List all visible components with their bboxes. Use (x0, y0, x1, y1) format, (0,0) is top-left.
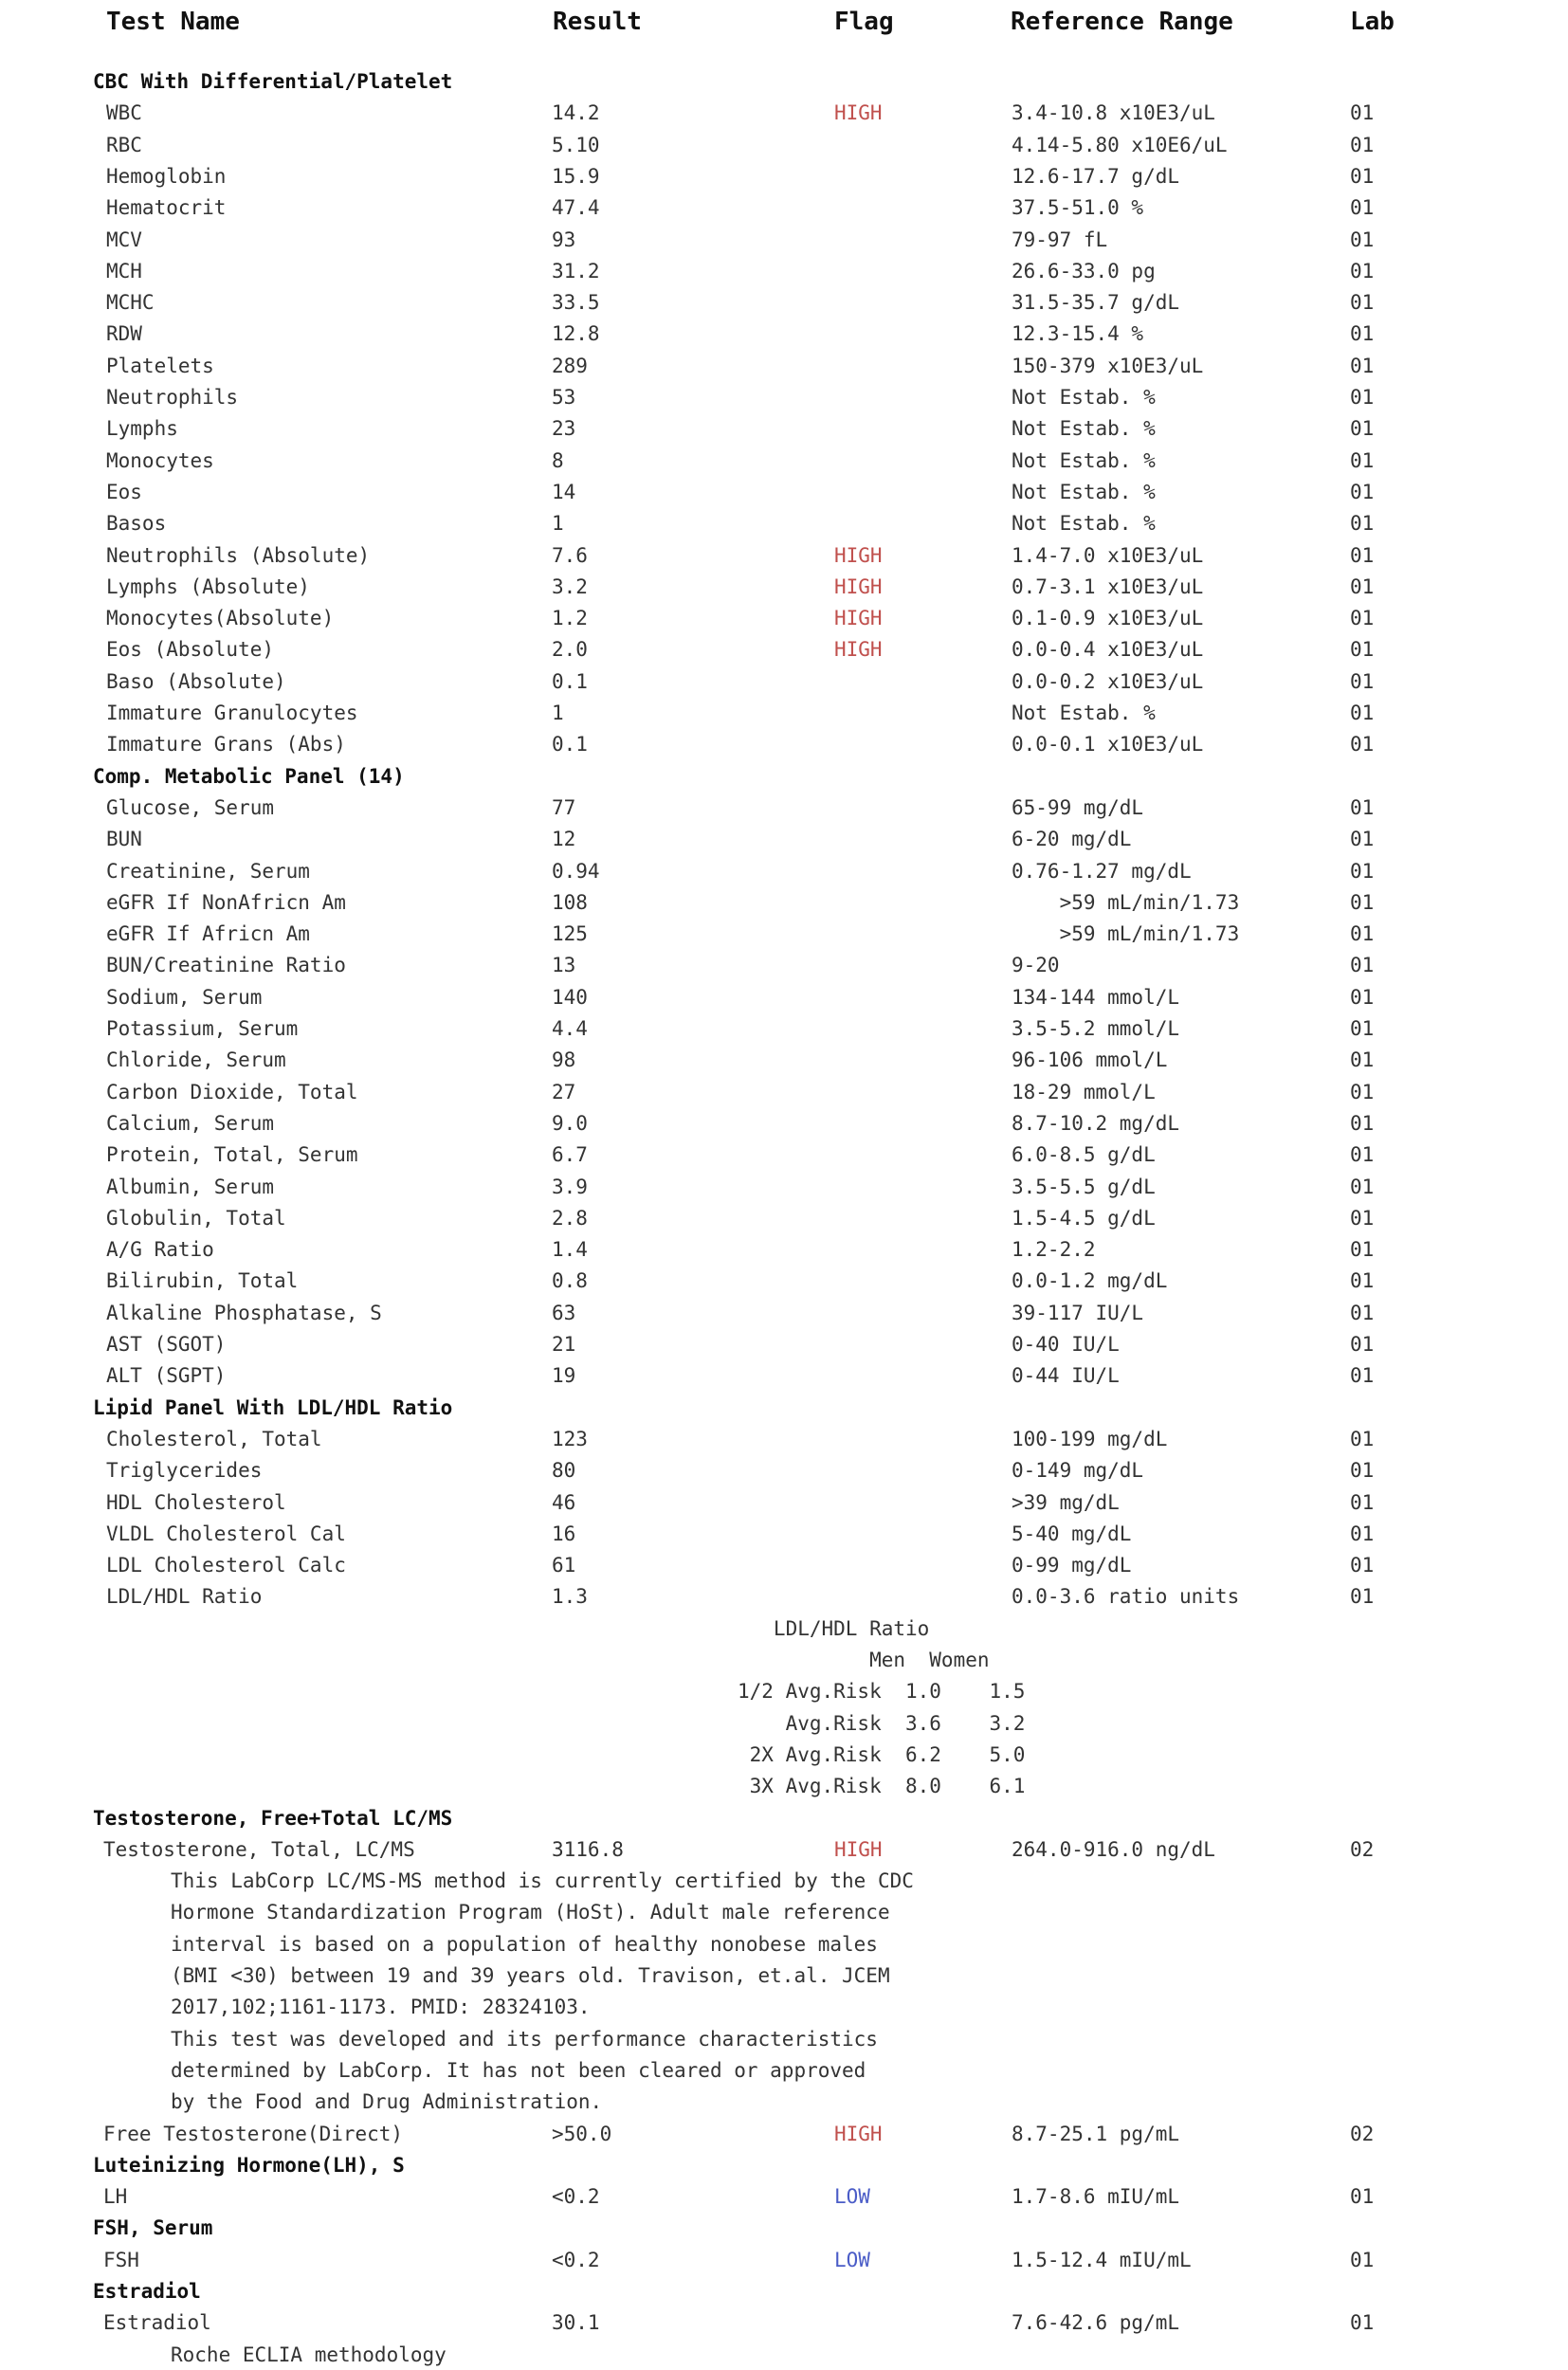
lab-code: 01 (1350, 859, 1375, 883)
reference-range: 0-44 IU/L (1012, 1364, 1120, 1388)
lab-code: 01 (1350, 1427, 1375, 1450)
test-name: Lymphs (Absolute) (106, 574, 310, 598)
test-result: 289 (552, 354, 588, 377)
lab-code: 01 (1350, 1080, 1375, 1103)
lab-code: 01 (1350, 512, 1375, 536)
test-result: 5.10 (552, 133, 600, 156)
reference-range: >59 mL/min/1.73 (1012, 890, 1240, 914)
test-result: 9.0 (552, 1111, 588, 1135)
lab-code: 01 (1350, 1238, 1375, 1262)
test-result: 1 (552, 512, 564, 536)
result-comment: 2017,102;1161-1173. PMID: 28324103. (171, 1996, 591, 2019)
reference-range: 0.76-1.27 mg/dL (1012, 859, 1192, 883)
reference-range: 0.0-3.6 ratio units (1012, 1585, 1240, 1609)
test-result: 7.6 (552, 543, 588, 567)
test-result: 140 (552, 985, 588, 1009)
test-result: 14 (552, 480, 576, 503)
lab-code: 01 (1350, 795, 1375, 819)
test-name: Immature Granulocytes (106, 702, 358, 724)
reference-range: 0.7-3.1 x10E3/uL (1012, 574, 1204, 598)
test-result: 19 (552, 1364, 576, 1388)
lab-code: 01 (1350, 291, 1375, 315)
lab-code: 01 (1350, 1143, 1375, 1167)
test-name: AST (SGOT) (106, 1333, 227, 1356)
test-name: Neutrophils (106, 386, 239, 409)
test-result: >50.0 (552, 2122, 612, 2145)
reference-range: 3.5-5.2 mmol/L (1012, 1017, 1180, 1040)
section-heading: Testosterone, Free+Total LC/MS (93, 1806, 453, 1830)
test-result: 53 (552, 386, 576, 409)
lab-code: 01 (1350, 101, 1375, 125)
reference-range: 39-117 IU/L (1012, 1301, 1144, 1324)
test-name: Basos (106, 512, 167, 536)
lab-code: 01 (1350, 448, 1375, 472)
result-comment: interval is based on a population of healthy nonobese males (171, 1932, 878, 1956)
reference-range: 264.0-916.0 ng/dL (1012, 1837, 1215, 1861)
test-name: eGFR If NonAfricn Am (106, 890, 346, 914)
test-name: A/G Ratio (106, 1238, 214, 1262)
test-result: 108 (552, 890, 588, 914)
test-result: 6.7 (552, 1143, 588, 1167)
lab-code: 01 (1350, 133, 1375, 156)
test-result: 1.3 (552, 1585, 588, 1609)
reference-range: 6-20 mg/dL (1012, 828, 1132, 851)
test-result: 31.2 (552, 259, 600, 283)
reference-range: 79-97 fL (1012, 228, 1108, 251)
test-result: 16 (552, 1522, 576, 1545)
reference-range: 18-29 mmol/L (1012, 1080, 1156, 1103)
test-result: 30.1 (552, 2311, 600, 2335)
result-flag: HIGH (834, 607, 883, 630)
reference-range: 3.4-10.8 x10E3/uL (1012, 101, 1215, 125)
lab-code: 01 (1350, 574, 1375, 598)
result-flag: LOW (834, 2248, 870, 2271)
lab-code: 01 (1350, 890, 1375, 914)
test-result: 3116.8 (552, 1837, 624, 1861)
test-result: 12.8 (552, 322, 600, 346)
test-name: eGFR If Africn Am (106, 922, 310, 946)
test-name: VLDL Cholesterol Cal (106, 1522, 346, 1545)
test-name: Platelets (106, 354, 214, 377)
test-name: Monocytes (106, 448, 214, 472)
test-name: RDW (106, 322, 142, 346)
test-result: 0.94 (552, 859, 600, 883)
lab-code: 01 (1350, 1333, 1375, 1356)
lab-code: 01 (1350, 669, 1375, 693)
test-name: Monocytes(Absolute) (106, 607, 335, 630)
reference-range: 1.2-2.2 (1012, 1238, 1096, 1262)
ratio-table-line: Avg.Risk 3.6 3.2 (738, 1711, 1026, 1735)
test-result: <0.2 (552, 2248, 600, 2271)
test-result: 3.2 (552, 574, 588, 598)
reference-range: Not Estab. % (1012, 480, 1156, 503)
reference-range: 65-99 mg/dL (1012, 795, 1144, 819)
lab-code: 01 (1350, 1111, 1375, 1135)
lab-code: 01 (1350, 922, 1375, 946)
test-name: Chloride, Serum (106, 1048, 286, 1072)
test-name: FSH (103, 2248, 139, 2271)
reference-range: 150-379 x10E3/uL (1012, 354, 1204, 377)
test-result: 77 (552, 795, 576, 819)
test-name: Sodium, Serum (106, 985, 263, 1009)
test-result: 4.4 (552, 1017, 588, 1040)
test-result: 2.0 (552, 638, 588, 662)
test-name: Potassium, Serum (106, 1017, 299, 1040)
lab-code: 01 (1350, 1269, 1375, 1293)
test-name: LDL/HDL Ratio (106, 1585, 263, 1609)
test-result: 1 (552, 702, 564, 724)
test-name: Calcium, Serum (106, 1111, 275, 1135)
test-result: 47.4 (552, 196, 600, 220)
test-result: 1.2 (552, 607, 588, 630)
lab-code: 01 (1350, 1017, 1375, 1040)
test-name: MCV (106, 228, 142, 251)
lab-code: 01 (1350, 480, 1375, 503)
result-comment: Hormone Standardization Program (HoSt). Adult male reference (171, 1901, 890, 1924)
lab-code: 01 (1350, 1301, 1375, 1324)
test-name: RBC (106, 133, 142, 156)
lab-code: 01 (1350, 638, 1375, 662)
reference-range: 8.7-25.1 pg/mL (1012, 2122, 1180, 2145)
test-name: Testosterone, Total, LC/MS (103, 1837, 415, 1861)
test-result: 23 (552, 417, 576, 441)
reference-range: 1.7-8.6 mIU/mL (1012, 2185, 1180, 2209)
result-flag: HIGH (834, 543, 883, 567)
lab-code: 01 (1350, 2185, 1375, 2209)
test-name: LH (103, 2185, 128, 2209)
reference-range: 1.5-12.4 mIU/mL (1012, 2248, 1192, 2271)
reference-range: 0-40 IU/L (1012, 1333, 1120, 1356)
test-result: 15.9 (552, 164, 600, 188)
result-comment: This test was developed and its performance characteristics (171, 2027, 878, 2051)
lab-code: 01 (1350, 228, 1375, 251)
reference-range: 100-199 mg/dL (1012, 1427, 1168, 1450)
lab-code: 01 (1350, 322, 1375, 346)
section-heading: Comp. Metabolic Panel (14) (93, 764, 405, 788)
test-result: 46 (552, 1490, 576, 1514)
lab-code: 01 (1350, 1459, 1375, 1483)
lab-code: 01 (1350, 702, 1375, 724)
lab-code: 02 (1350, 1837, 1375, 1861)
test-name: Globulin, Total (106, 1206, 286, 1230)
reference-range: Not Estab. % (1012, 512, 1156, 536)
reference-range: 37.5-51.0 % (1012, 196, 1144, 220)
test-name: Neutrophils (Absolute) (106, 543, 371, 567)
test-name: Carbon Dioxide, Total (106, 1080, 358, 1103)
reference-range: 0-149 mg/dL (1012, 1459, 1144, 1483)
test-name: Estradiol (103, 2311, 211, 2335)
lab-code: 01 (1350, 1206, 1375, 1230)
test-result: 80 (552, 1459, 576, 1483)
lab-code: 01 (1350, 196, 1375, 220)
reference-range: 0.0-0.4 x10E3/uL (1012, 638, 1204, 662)
lab-code: 01 (1350, 417, 1375, 441)
reference-range: Not Estab. % (1012, 702, 1156, 724)
result-comment: Roche ECLIA methodology (171, 2343, 447, 2366)
result-comment: determined by LabCorp. It has not been cleared or approved (171, 2058, 866, 2082)
test-name: Glucose, Serum (106, 795, 275, 819)
result-comment: by the Food and Drug Administration. (171, 2090, 603, 2114)
result-flag: LOW (834, 2185, 870, 2209)
reference-range: 0.0-1.2 mg/dL (1012, 1269, 1168, 1293)
reference-range: Not Estab. % (1012, 386, 1156, 409)
header-result: Result (553, 8, 642, 36)
ratio-table-line: 1/2 Avg.Risk 1.0 1.5 (738, 1680, 1026, 1704)
test-name: Alkaline Phosphatase, S (106, 1301, 382, 1324)
test-name: Protein, Total, Serum (106, 1143, 358, 1167)
lab-code: 01 (1350, 828, 1375, 851)
test-name: Lymphs (106, 417, 178, 441)
test-result: 0.1 (552, 733, 588, 757)
test-name: ALT (SGPT) (106, 1364, 227, 1388)
test-result: 93 (552, 228, 576, 251)
header-flag: Flag (834, 8, 894, 36)
lab-code: 01 (1350, 1585, 1375, 1609)
ratio-table-line: 3X Avg.Risk 8.0 6.1 (738, 1775, 1026, 1798)
header-reference-range: Reference Range (1011, 8, 1233, 36)
test-name: MCH (106, 259, 142, 283)
reference-range: 0-99 mg/dL (1012, 1554, 1132, 1577)
ratio-table-line: LDL/HDL Ratio (738, 1616, 930, 1640)
lab-code: 01 (1350, 386, 1375, 409)
test-name: MCHC (106, 291, 155, 315)
lab-code: 01 (1350, 1048, 1375, 1072)
reference-range: >59 mL/min/1.73 (1012, 922, 1240, 946)
reference-range: 12.6-17.7 g/dL (1012, 164, 1180, 188)
lab-code: 01 (1350, 354, 1375, 377)
test-name: Eos (Absolute) (106, 638, 275, 662)
lab-code: 01 (1350, 1490, 1375, 1514)
header-lab: Lab (1350, 8, 1395, 36)
result-comment: (BMI <30) between 19 and 39 years old. Travison, et.al. JCEM (171, 1964, 890, 1987)
test-result: 8 (552, 448, 564, 472)
test-result: 12 (552, 828, 576, 851)
test-result: 2.8 (552, 1206, 588, 1230)
reference-range: Not Estab. % (1012, 417, 1156, 441)
lab-code: 02 (1350, 2122, 1375, 2145)
result-flag: HIGH (834, 638, 883, 662)
test-result: 63 (552, 1301, 576, 1324)
reference-range: 0.1-0.9 x10E3/uL (1012, 607, 1204, 630)
result-flag: HIGH (834, 574, 883, 598)
test-result: 27 (552, 1080, 576, 1103)
reference-range: 3.5-5.5 g/dL (1012, 1175, 1156, 1198)
reference-range: 6.0-8.5 g/dL (1012, 1143, 1156, 1167)
test-name: LDL Cholesterol Calc (106, 1554, 346, 1577)
lab-code: 01 (1350, 1522, 1375, 1545)
reference-range: 1.4-7.0 x10E3/uL (1012, 543, 1204, 567)
test-name: Free Testosterone(Direct) (103, 2122, 404, 2145)
test-name: Cholesterol, Total (106, 1427, 322, 1450)
section-heading: Luteinizing Hormone(LH), S (93, 2153, 405, 2177)
lab-code: 01 (1350, 543, 1375, 567)
lab-code: 01 (1350, 164, 1375, 188)
reference-range: 134-144 mmol/L (1012, 985, 1180, 1009)
test-name: Hemoglobin (106, 164, 227, 188)
test-name: BUN/Creatinine Ratio (106, 954, 346, 977)
reference-range: 8.7-10.2 mg/dL (1012, 1111, 1180, 1135)
test-result: 1.4 (552, 1238, 588, 1262)
reference-range: 5-40 mg/dL (1012, 1522, 1132, 1545)
test-name: Hematocrit (106, 196, 227, 220)
test-name: Albumin, Serum (106, 1175, 275, 1198)
ratio-table-line: 2X Avg.Risk 6.2 5.0 (738, 1742, 1026, 1766)
section-heading: Estradiol (93, 2280, 201, 2303)
test-name: Bilirubin, Total (106, 1269, 299, 1293)
test-result: 13 (552, 954, 576, 977)
lab-code: 01 (1350, 954, 1375, 977)
result-comment: This LabCorp LC/MS-MS method is currently certified by the CDC (171, 1869, 914, 1893)
header-test-name: Test Name (106, 8, 240, 36)
test-name: BUN (106, 828, 142, 851)
lab-code: 01 (1350, 607, 1375, 630)
test-result: 123 (552, 1427, 588, 1450)
reference-range: Not Estab. % (1012, 448, 1156, 472)
reference-range: 26.6-33.0 pg (1012, 259, 1156, 283)
reference-range: 0.0-0.1 x10E3/uL (1012, 733, 1204, 757)
test-name: Immature Grans (Abs) (106, 733, 346, 757)
reference-range: 1.5-4.5 g/dL (1012, 1206, 1156, 1230)
test-result: 33.5 (552, 291, 600, 315)
lab-code: 01 (1350, 1554, 1375, 1577)
lab-code: 01 (1350, 259, 1375, 283)
test-result: 14.2 (552, 101, 600, 125)
lab-code: 01 (1350, 2311, 1375, 2335)
test-name: Triglycerides (106, 1459, 263, 1483)
reference-range: 4.14-5.80 x10E6/uL (1012, 133, 1228, 156)
section-heading: CBC With Differential/Platelet (93, 70, 453, 93)
reference-range: 9-20 (1012, 954, 1060, 977)
test-name: Baso (Absolute) (106, 669, 286, 693)
result-flag: HIGH (834, 2122, 883, 2145)
test-name: HDL Cholesterol (106, 1490, 286, 1514)
test-result: 125 (552, 922, 588, 946)
test-result: 0.1 (552, 669, 588, 693)
section-heading: FSH, Serum (93, 2216, 213, 2240)
reference-range: 7.6-42.6 pg/mL (1012, 2311, 1180, 2335)
reference-range: 0.0-0.2 x10E3/uL (1012, 669, 1204, 693)
test-name: WBC (106, 101, 142, 125)
test-result: 61 (552, 1554, 576, 1577)
test-result: 0.8 (552, 1269, 588, 1293)
test-result: 21 (552, 1333, 576, 1356)
ratio-table-line: Men Women (738, 1649, 990, 1671)
result-flag: HIGH (834, 1837, 883, 1861)
lab-code: 01 (1350, 1364, 1375, 1388)
lab-code: 01 (1350, 1175, 1375, 1198)
reference-range: 12.3-15.4 % (1012, 322, 1144, 346)
lab-code: 01 (1350, 2248, 1375, 2271)
test-name: Creatinine, Serum (106, 859, 310, 883)
reference-range: >39 mg/dL (1012, 1490, 1120, 1514)
test-result: <0.2 (552, 2185, 600, 2209)
reference-range: 96-106 mmol/L (1012, 1048, 1168, 1072)
test-result: 3.9 (552, 1175, 588, 1198)
reference-range: 31.5-35.7 g/dL (1012, 291, 1180, 315)
lab-code: 01 (1350, 985, 1375, 1009)
lab-code: 01 (1350, 733, 1375, 757)
section-heading: Lipid Panel With LDL/HDL Ratio (93, 1395, 453, 1419)
result-flag: HIGH (834, 101, 883, 125)
test-result: 98 (552, 1048, 576, 1072)
test-name: Eos (106, 480, 142, 503)
